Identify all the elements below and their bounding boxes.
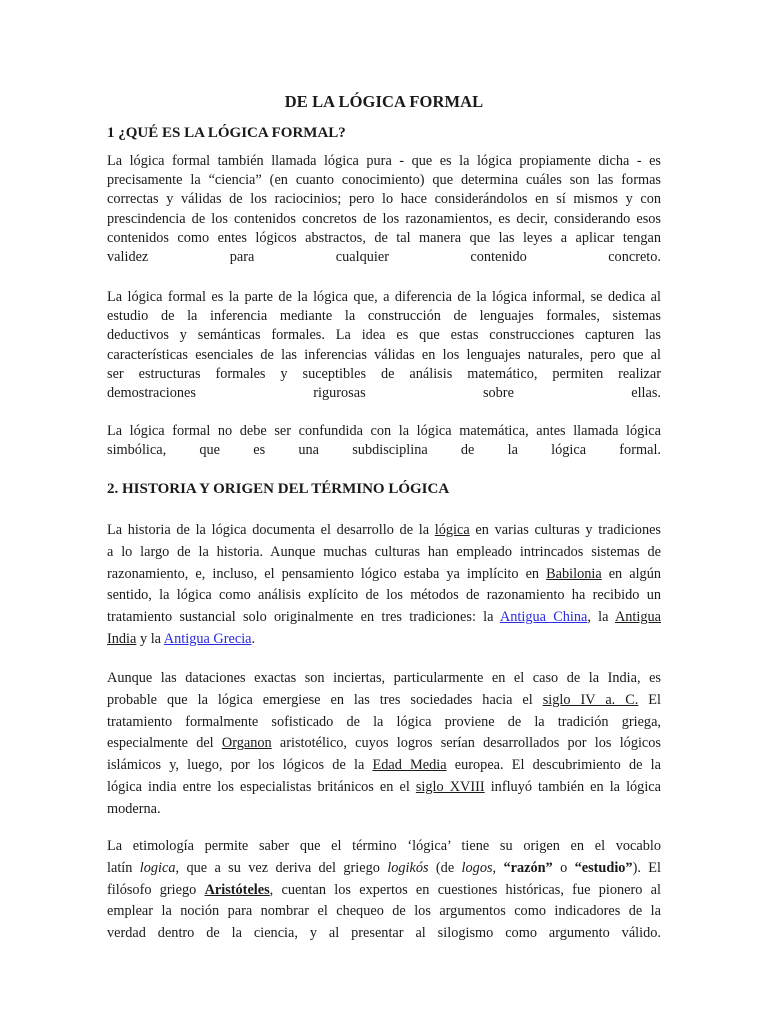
text-run: en algún <box>601 565 661 582</box>
text-line <box>107 564 661 586</box>
text-line: moderna. <box>107 800 161 817</box>
text-run: , cuentan los expertos en cuestiones históricas, fue pionero al <box>269 881 661 898</box>
text-run: islámicos y, luego, por los lógicos de la <box>107 757 373 774</box>
text-run: y la <box>136 630 164 647</box>
bold-term: “estudio” <box>574 859 633 876</box>
text-run: . <box>251 630 256 647</box>
text-line: características esenciales de las inferencias válidas en los lenguajes naturales, pero que al <box>107 346 661 363</box>
text-line: Aunque las dataciones exactas son inciertas, particularmente en el caso de la India, es <box>107 670 661 686</box>
text-run: o <box>552 859 575 876</box>
text-line: contenidos como entes lógicos abstractos, de tal manera que las leyes a aplicar tengan <box>107 229 661 246</box>
text-line: tratamiento formalmente sofisticado de la lógica proviene de la tradición griega, <box>107 713 661 730</box>
text-run: aristotélico, cuyos logros serían desarrollados por los lógicos <box>271 735 661 752</box>
text-line: demostraciones rigurosas sobre ellas. <box>107 384 661 401</box>
text-run: lógica india entre los especialistas británicos en el <box>107 778 416 795</box>
text-line: correctas y válidas de los raciocinios; pero lo hace considerándolos en sí mismos y con <box>107 191 661 208</box>
section-2-paragraph-3 <box>107 836 661 945</box>
section-2-paragraph-2 <box>107 668 661 821</box>
text-run: (de <box>428 859 462 876</box>
section-1-heading: 1 ¿QUÉ ES LA LÓGICA FORMAL? <box>107 125 346 141</box>
text-run: La historia de la lógica documenta el desarrollo de la <box>107 522 435 538</box>
text-run: en varias culturas y tradiciones <box>469 522 662 538</box>
bold-term: “razón” <box>503 859 553 876</box>
text-run: , <box>492 859 504 876</box>
text-line: La lógica formal no debe ser confundida con la lógica matemática, antes llamada lógica <box>107 423 661 439</box>
text-run: influyó también en la lógica <box>484 778 661 795</box>
link-siglo-xviii[interactable]: siglo XVIII <box>415 778 485 795</box>
text-line: sentido, la lógica como análisis explícito de los métodos de razonamiento ha recibido un <box>107 587 661 604</box>
text-run: europea. El descubrimiento de la <box>446 757 661 774</box>
link-india[interactable]: India <box>107 630 137 647</box>
text-line <box>107 520 661 542</box>
document-title: DE LA LÓGICA FORMAL <box>284 92 484 111</box>
link-antigua-china[interactable]: Antigua China <box>499 609 588 626</box>
text-line <box>107 690 661 712</box>
text-line: precisamente la “ciencia” (en cuanto conocimiento) que determina cuáles son las formas <box>107 172 661 189</box>
text-run: razonamiento, e, incluso, el pensamiento lógico estaba ya implícito en <box>107 565 547 582</box>
link-aristoteles[interactable]: Aristóteles <box>204 881 270 898</box>
text-line: estudio de la inferencia mediante la construcción de lenguajes formales, sistemas <box>107 308 661 325</box>
text-line <box>107 858 661 880</box>
text-run: ). El <box>632 859 661 876</box>
link-siglo-iv[interactable]: siglo IV a. C. <box>542 691 639 708</box>
link-organon[interactable]: Organon <box>221 735 272 752</box>
text-line <box>107 755 661 777</box>
text-line: prescindencia de los contenidos concretos de los razonamientos, es decir, considerando esos <box>107 210 661 227</box>
text-line <box>107 880 661 902</box>
text-line: ser estructuras formales y suceptibles de análisis matemático, permiten realizar <box>107 365 661 382</box>
text-line: La lógica formal es la parte de la lógica que, a diferencia de la lógica informal, se dedica al <box>107 289 661 305</box>
section-2-paragraph-1 <box>107 520 661 651</box>
text-line <box>107 607 661 629</box>
text-line: verdad dentro de la ciencia, y al presentar al silogismo como argumento válido. <box>107 925 661 942</box>
link-antigua-india[interactable]: Antigua <box>614 609 661 626</box>
text-line <box>107 629 661 651</box>
link-edad-media[interactable]: Edad Media <box>372 757 447 774</box>
text-line: simbólica, que es una subdisciplina de la lógica formal. <box>107 442 661 459</box>
section-1-paragraph-2 <box>107 288 661 403</box>
text-run: , que a su vez deriva del griego <box>175 859 388 876</box>
text-line: La etimología permite saber que el término ‘lógica’ tiene su origen en el vocablo <box>107 838 661 854</box>
text-run: latín <box>107 859 140 876</box>
text-line: emplear la noción para nombrar el chequeo de los argumentos como indicadores de la <box>107 903 661 920</box>
text-run: probable que la lógica emergiese en las tres sociedades hacia el <box>107 691 543 708</box>
text-line: La lógica formal también llamada lógica pura - que es la lógica propiamente dicha - es <box>107 153 661 169</box>
text-run: filósofo griego <box>107 881 205 898</box>
section-2-heading: 2. HISTORIA Y ORIGEN DEL TÉRMINO LÓGICA <box>107 481 450 497</box>
text-line: validez para cualquier contenido concreto. <box>107 248 661 265</box>
text-run: tratamiento sustancial solo originalmente en tres tradiciones: la <box>107 609 500 626</box>
text-run: especialmente del <box>107 735 222 752</box>
text-line: deductivos y semánticas formales. La idea es que estas construcciones capturen las <box>107 327 661 344</box>
link-antigua-grecia[interactable]: Antigua Grecia <box>163 630 252 647</box>
text-line <box>107 777 661 799</box>
section-1-paragraph-1 <box>107 152 661 267</box>
italic-term: logikós <box>387 859 429 876</box>
text-run: , la <box>587 609 615 626</box>
link-logica[interactable]: lógica <box>434 522 470 538</box>
italic-term: logos <box>461 859 493 876</box>
link-babilonia[interactable]: Babilonia <box>546 565 602 582</box>
italic-term: logica <box>139 859 176 876</box>
text-line: a lo largo de la historia. Aunque muchas culturas han empleado intrincados sistemas de <box>107 543 661 560</box>
text-run: El <box>638 691 662 708</box>
section-1-paragraph-3 <box>107 422 661 460</box>
text-line <box>107 733 661 755</box>
